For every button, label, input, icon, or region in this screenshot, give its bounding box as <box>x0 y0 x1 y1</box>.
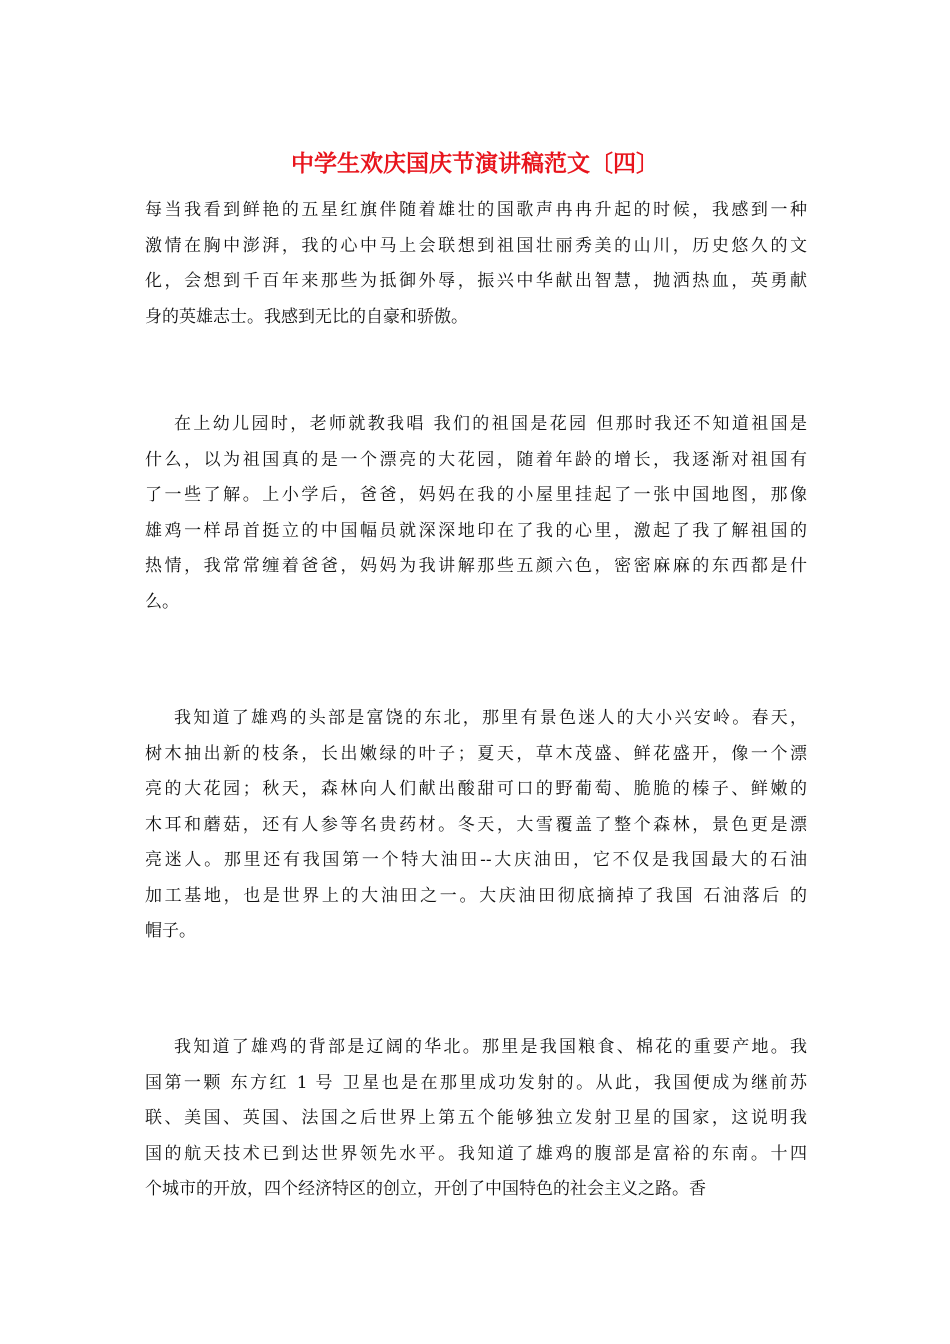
paragraph-2 <box>145 407 807 620</box>
paragraph-line: 木耳和蘑菇，还有人参等名贵药材。冬天，大雪覆盖了整个森林，景色更是漂 <box>145 814 807 835</box>
paragraph-line: 树木抽出新的枝条，长出嫩绿的叶子；夏天，草木茂盛、鲜花盛开，像一个漂 <box>145 743 807 764</box>
paragraph-line: 热情，我常常缠着爸爸，妈妈为我讲解那些五颜六色，密密麻麻的东西都是什 <box>145 556 807 576</box>
paragraph-1 <box>145 193 807 335</box>
paragraph-line: 我知道了雄鸡的背部是辽阔的华北。那里是我国粮食、棉花的重要产地。我 <box>174 1037 807 1057</box>
paragraph-line: 加工基地，也是世界上的大油田之一。大庆油田彻底摘掉了我国 石油落后 的 <box>145 885 807 906</box>
document-title: 中学生欢庆国庆节演讲稿范文〔四〕 <box>291 150 659 177</box>
paragraph-line: 亮迷人。那里还有我国第一个特大油田--大庆油田，它不仅是我国最大的石油 <box>145 850 807 870</box>
paragraph-line: 在上幼儿园时，老师就教我唱 我们的祖国是花园 但那时我还不知道祖国是 <box>174 414 807 434</box>
paragraph-line: 化，会想到千百年来那些为抵御外辱，振兴中华献出智慧，抛洒热血，英勇献 <box>145 271 807 291</box>
paragraph-line: 什么，以为祖国真的是一个漂亮的大花园，随着年龄的增长，我逐渐对祖国有 <box>145 449 807 470</box>
paragraph-4 <box>145 1030 807 1208</box>
paragraph-line: 亮的大花园；秋天，森林向人们献出酸甜可口的野葡萄、脆脆的榛子、鲜嫩的 <box>145 779 807 799</box>
paragraph-3 <box>145 701 807 950</box>
paragraph-line: 国的航天技术已到达世界领先水平。我知道了雄鸡的腹部是富裕的东南。十四 <box>145 1143 807 1164</box>
paragraph-line: 身的英雄志士。我感到无比的自豪和骄傲。 <box>145 306 468 327</box>
paragraph-line: 么。 <box>145 591 179 612</box>
paragraph-line: 每当我看到鲜艳的五星红旗伴随着雄壮的国歌声冉冉升起的时候，我感到一种 <box>145 200 807 220</box>
paragraph-line: 我知道了雄鸡的头部是富饶的东北，那里有景色迷人的大小兴安岭。春天， <box>174 708 807 728</box>
paragraph-line: 帽子。 <box>145 921 196 941</box>
paragraph-line: 雄鸡一样昂首挺立的中国幅员就深深地印在了我的心里，激起了我了解祖国的 <box>145 520 807 541</box>
paragraph-line: 国第一颗 东方红 1 号 卫星也是在那里成功发射的。从此，我国便成为继前苏 <box>145 1072 807 1093</box>
paragraph-line: 联、美国、英国、法国之后世界上第五个能够独立发射卫星的国家，这说明我 <box>145 1108 807 1128</box>
paragraph-line: 激情在胸中澎湃，我的心中马上会联想到祖国壮丽秀美的山川，历史悠久的文 <box>145 235 807 256</box>
paragraph-line: 了一些了解。上小学后，爸爸，妈妈在我的小屋里挂起了一张中国地图，那像 <box>145 485 807 505</box>
paragraph-line: 个城市的开放，四个经济特区的创立，开创了中国特色的社会主义之路。香 <box>145 1179 706 1199</box>
